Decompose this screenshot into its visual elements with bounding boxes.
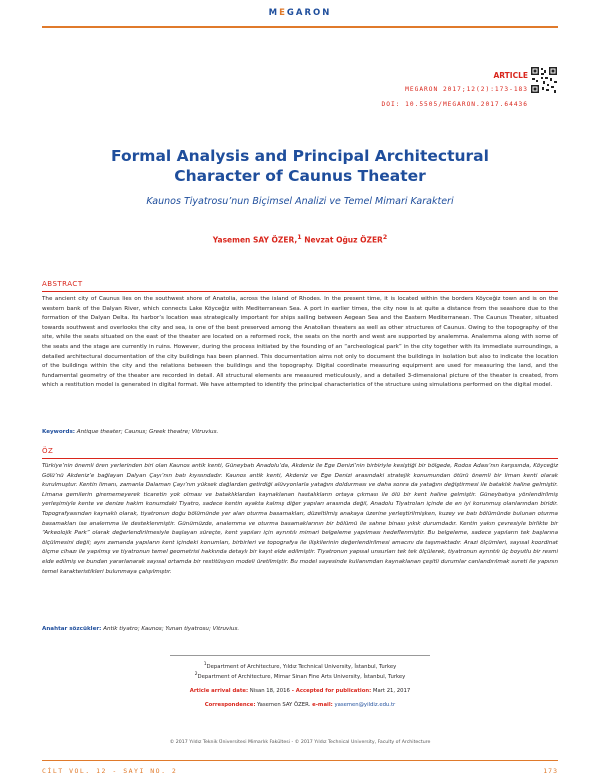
affiliation-1-text: Department of Architecture, Yıldız Technical University, İstanbul, Turkey [206, 663, 397, 670]
keywords-line [42, 429, 558, 435]
correspondence-name: Yasemen SAY ÖZER. [255, 702, 311, 708]
abstract-text: The ancient city of Caunus lies on the southwest shore of Anatolia, across the island of Rhodes. In the present time, it is located within the borders Köyceğiz town and is on the western bank of the Dalyan River, which connects Lake Köyceğiz with Mediterranean Sea. A port in earlier times, the city now is at quite a distance from the seashore due to the formation of the Dalyan Delta. Its harbor’s location was strategically important for ships sailing between Aegean Sea and the Eastern Mediterranean. The Caunus Theater, situated towards southwest and overlooks the city and sea, is one of the best preserved among the Anatolian theaters as well as other structures of Caunus. Owing to the topography of the site, while the seats situated on the east of the theater are located on a reformed rock, the seats on the north and west are supported by analemma. Analemma along with some of the seats and the stage are currently in ruins. However, during the process initiated by the founding of an “archeological park” in the city together with its immediate surroundings, a detailed architectural documentation of the city buildings has been planned. This documentation aims not only to document the buildings in isolation but also to indicate the location of the buildings within the city and the relations between the buildings and the topography. Digital coordinate measuring equipment are used for measuring the land, and the fundamental geometry of the theater are recorded in detail. All structural elements are measured meticulously, and a detailed 3-dimensional picture of the theater is created, from which a restitution model is generated in digital format. We have attempted to identify the principal characteristics of the structure using simulations performed on the digital model. [42, 296, 558, 389]
journal-name: MEGARON [268, 8, 332, 18]
oz-text: Türkiye’nin önemli ören yerlerinden biri olan Kaunos antik kenti, Güneybatı Anadolu’da, Akdeniz ile Ege Denizi’nin birbiriyle kesiştiği bir bölgede, Rodos Adası’nın karşısında, Köyceğiz Gölü’nü Akdeniz’e bağlayan Dalyan Çayı’nın batı kıyısındadır. Kaunos antik kenti, Akdeniz ve Ege Denizi arasındaki stratejik konumundan ötürü önemli bir liman kenti olarak kurulmuştur. Kentin limanı, zamanla Dalaman Çayı’nın yüksek dağlardan getirdiği alüvyonlarla yatağını doldurması ve daha sonra da yatağını değiştirmesi ile bataklık haline gelmiştir. Limana gemilerin girememeyerek ticaretin yok olması ve bataklıklardan kaynaklanan hastalıkların ortaya çıkması ile ölü bir kent haline gelmiştir. Güneybatıya yönlendirilmiş yerleşimiyle kente ve denize hakim konumdaki Tiyatro, sadece kentin ayakta kalmış diğer yapıları arasında değil, Anadolu Tiyatroları içinde de en iyi korunmuş olanlarından biridir. Topografyasından kaynaklı olarak, tiyatronun doğu bölümünde yer alan oturma basamakları, düzeltilmiş anakaya üzerine yerleştirilmişken, kuzey ve batı bölümünde bulunan oturma basamakları ise analemma ile desteklenmiştir. Günümüzde, analemma ve oturma basamaklarının bir bölümü ile sahne binası yıkık durumdadır. Kentin yakın çevresiyle birlikte bir “Arkeolojik Park” olarak değerlendirilmesiyle başlayan süreçte, kent yapıları için ayrıntılı mimari belgeleme yapılması hedeflenmiştir. Bu belgeleme, sadece yapıların tek başlarına ölçülmesini değil; aynı zamanda yapıların kent içindeki konumları, birbirleri ve topografya ile ilişkilerinin değerlendirilmesi amacını da taşımaktadır. Arazi ölçümleri, sayısal koordinat ölçme cihazı ile yapılmış ve tiyatronun temel geometrisi hakkında detaylı bir kayıt elde edilmiştir. Tiyatronun yapısal unsurları tek tek ölçülerek, tiyatronun ayrıntılı üç boyutlu bir resmi elde edilmiş ve bundan yararlanarak sayısal ortamda bir restitüsyon modeli üretilmiştir. Bu model sayesinde kullanımdan kaynaklanan çeşitli durumlar canlandırılmak sureti ile yapının temel karakteristikleri bulunmaya çalışılmıştır. [42, 463, 558, 575]
oz-divider [42, 458, 558, 459]
arrival-label: Article arrival date: [189, 688, 249, 694]
article-dates [42, 687, 558, 695]
article-type-label: ARTICLE [493, 71, 528, 80]
email-link[interactable]: yasemen@yildiz.edu.tr [332, 702, 396, 708]
header-divider [42, 26, 558, 28]
doi-link[interactable]: DOI: 10.5505/MEGARON.2017.64436 [381, 101, 528, 108]
copyright-notice: © 2017 Yıldız Teknik Üniversitesi Mimarlık Fakültesi - © 2017 Yıldız Technical University, Faculty of Architecture [169, 740, 431, 745]
abstract-divider [42, 291, 558, 292]
affiliation-1 [42, 661, 558, 671]
keywords-label: Keywords: [42, 429, 76, 435]
page-number: 173 [543, 767, 558, 775]
author-list [60, 234, 540, 245]
keywords-values: Antique theater; Caunus; Greek theatre; Vitruvius. [75, 429, 219, 435]
anahtar-sozcukler-label: Anahtar sözcükler: [42, 626, 102, 632]
oz-heading: ÖZ [42, 447, 54, 455]
author-2-affiliation: 2 [382, 234, 388, 241]
citation: MEGARON 2017;12(2):173-183 [405, 86, 528, 93]
affiliation-2 [42, 671, 558, 681]
author-1: Yasemen SAY ÖZER, [212, 235, 298, 245]
anahtar-sozcukler-line [42, 626, 558, 632]
affiliation-1-number: 1 [203, 662, 207, 667]
author-2: Nevzat Oğuz ÖZER [301, 235, 383, 245]
email-label: e-mail: [310, 702, 333, 708]
title-line-1: Formal Analysis and Principal Architectural [111, 147, 489, 165]
accepted-date: Mart 21, 2017 [371, 688, 411, 694]
abstract-heading: ABSTRACT [42, 280, 83, 288]
footnote-divider [170, 655, 430, 656]
accepted-label: - Accepted for publication: [289, 688, 372, 694]
title-line-2: Character of Caunus Theater [174, 167, 426, 185]
affiliation-2-text: Department of Architecture, Mimar Sinan Fine Arts University, İstanbul, Turkey [197, 673, 406, 680]
arrival-date: Nisan 18, 2016 [248, 688, 290, 694]
affiliation-2-number: 2 [194, 672, 198, 677]
article-subtitle-turkish: Kaunos Tiyatrosu’nun Biçimsel Analizi ve Temel Mimari Karakteri [146, 196, 454, 207]
footer-divider [42, 760, 558, 761]
correspondence-label: Correspondence: [204, 702, 256, 708]
anahtar-sozcukler-values: Antik tiyatro; Kaunos; Yunan tiyatrosu; Vitruvius. [101, 626, 240, 632]
volume-issue: CİLT VOL. 12 - SAYI NO. 2 [42, 767, 178, 775]
author-1-affiliation: 1 [297, 234, 302, 241]
correspondence [42, 701, 558, 709]
article-title [60, 146, 540, 186]
qr-code-icon [530, 66, 558, 94]
